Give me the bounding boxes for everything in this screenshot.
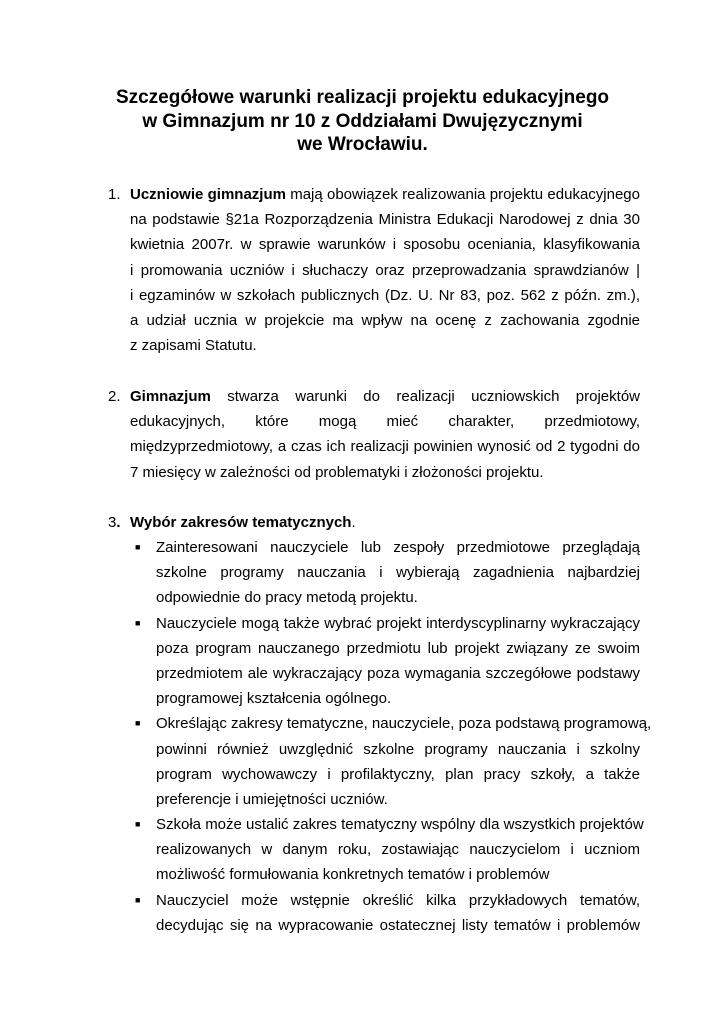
bullet-line: Nauczyciele mogą także wybrać projekt interdyscyplinarny wykraczający	[156, 614, 640, 632]
paragraph-line: 7 miesięcy w zależności od problematyki i złożoności projektu.	[130, 463, 544, 481]
section-heading: Wybór zakresów tematycznych	[130, 514, 352, 531]
bullet-line: poza program nauczanego przedmiotu lub projekt związany ze swoim	[156, 639, 640, 657]
title-line-1: Szczegółowe warunki realizacji projektu edukacyjnego	[115, 87, 610, 108]
square-bullet-icon: ■	[135, 617, 141, 628]
paragraph-line: mają obowiązek realizowania projektu edukacyjnego	[285, 186, 640, 203]
list-item	[135, 812, 644, 888]
section-number	[108, 510, 121, 535]
section-number: 1.	[108, 186, 121, 203]
bullet-line: przedmiotem ale wykraczający poza wymagania szczegółowe podstawy	[156, 664, 640, 682]
bullet-line: Nauczyciel może wstępnie określić kilka przykładowych tematów,	[156, 891, 640, 909]
square-bullet-icon: ■	[135, 542, 141, 552]
bullet-line: szkolne programy nauczania i wybierają zagadnienia najbardziej	[156, 564, 640, 582]
list-item	[135, 888, 640, 938]
section-heading-tail: .	[351, 514, 356, 531]
section-number-dot: .	[116, 514, 121, 531]
paragraph-line: a udział ucznia w projekcie ma wpływ na ocenę z zachowania zgodnie	[130, 311, 640, 329]
paragraph-line: na podstawie §21a Rozporządzenia Ministra Edukacji Narodowej z dnia 30	[130, 211, 640, 229]
bullet-line: realizowanych w danym roku, zostawiając nauczycielom i uczniom	[156, 841, 640, 859]
square-bullet-icon: ■	[135, 819, 141, 830]
section-1	[108, 182, 640, 358]
paragraph-line: edukacyjnych, które mogą mieć charakter, przedmiotowy,	[130, 413, 640, 431]
paragraph-line: z zapisami Statutu.	[130, 337, 257, 355]
section-2	[108, 384, 640, 485]
bullet-line: możliwość formułowania konkretnych tematów i problemów	[156, 866, 550, 884]
bullet-line: preferencje i umiejętności uczniów.	[156, 790, 388, 808]
list-item	[135, 611, 640, 712]
section-number: 2.	[108, 388, 121, 405]
section-3	[108, 510, 640, 535]
bullet-list	[108, 535, 652, 938]
bullet-line: Określając zakresy tematyczne, nauczyciele, poza podstawą programową,	[156, 715, 652, 733]
paragraph-line: i egzaminów w szkołach publicznych (Dz. U. Nr 83, poz. 562 z późn. zm.),	[130, 286, 640, 304]
bullet-line: program wychowawczy i profilaktyczny, plan pracy szkoły, a także	[156, 765, 640, 783]
bullet-line: powinni również uwzględnić szkolne programy nauczania i szkolny	[156, 740, 640, 758]
list-item	[135, 711, 652, 812]
section-bold-lead: Gimnazjum	[130, 388, 211, 405]
square-bullet-icon: ■	[135, 718, 141, 729]
square-bullet-icon: ■	[135, 894, 141, 905]
section-number-digit: 3	[108, 514, 117, 531]
paragraph-line: stwarza warunki do realizacji uczniowskich projektów	[210, 388, 640, 405]
bullet-line: decydując się na wypracowanie ostatecznej listy tematów i problemów	[156, 916, 640, 934]
list-item	[135, 535, 640, 611]
bullet-line: odpowiednie do pracy metodą projektu.	[156, 589, 418, 607]
section-bold-lead: Uczniowie gimnazjum	[130, 186, 286, 203]
paragraph-line: międzyprzedmiotowy, a czas ich realizacji powinien wynosić od 2 tygodni do	[130, 438, 640, 456]
document-title	[0, 86, 725, 157]
bullet-line: Szkoła może ustalić zakres tematyczny wspólny dla wszystkich projektów	[156, 816, 644, 834]
title-line-3: we Wrocławiu.	[297, 134, 428, 155]
bullet-line: programowej kształcenia ogólnego.	[156, 690, 392, 708]
paragraph-line: i promowania uczniów i słuchaczy oraz przeprowadzania sprawdzianów |	[130, 261, 640, 279]
paragraph-line: kwietnia 2007r. w sprawie warunków i sposobu oceniania, klasyfikowania	[130, 236, 640, 254]
bullet-line: Zainteresowani nauczyciele lub zespoły przedmiotowe przeglądają	[156, 539, 640, 556]
title-line-2: w Gimnazjum nr 10 z Oddziałami Dwujęzycznymi	[142, 110, 583, 132]
